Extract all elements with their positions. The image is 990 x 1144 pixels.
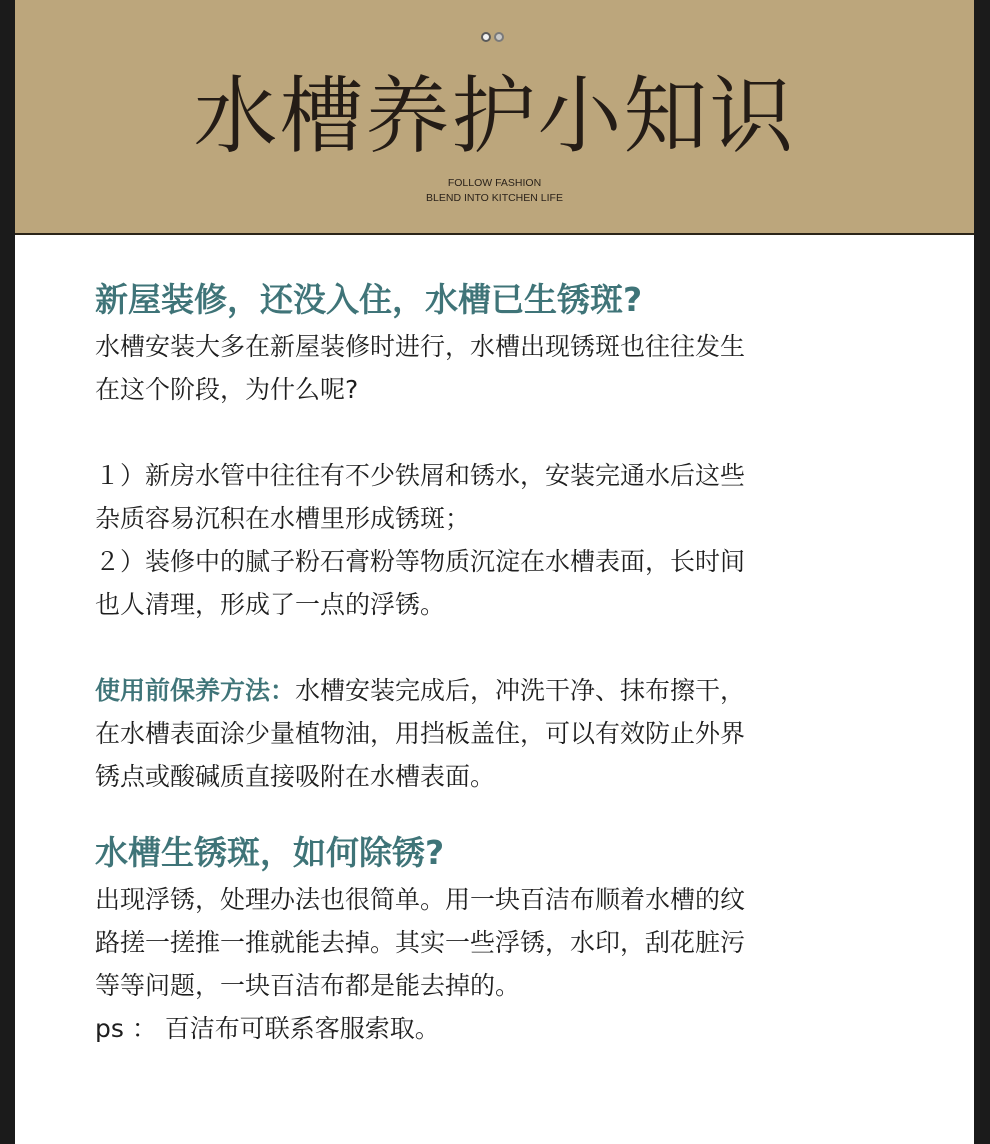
section1-intro-line2: 在这个阶段，为什么呢? [95,375,359,404]
ps-note: ps ： 百洁布可联系客服索取。 [95,1014,440,1043]
method-line1 [95,669,895,712]
reason2-line1: ２）装修中的腻子粉石膏粉等物质沉淀在水槽表面，长时间 [95,547,746,576]
section2-heading: 水槽生锈斑，如何除锈? [95,833,445,872]
method-label: 使用前保养方法： [95,676,296,705]
section2-line2: 路搓一搓推一推就能去掉。其实一些浮锈，水印，刮花脏污 [95,928,746,957]
article-body [95,275,895,1050]
section1-intro-line1: 水槽安装大多在新屋装修时进行，水槽出现锈斑也往往发生 [95,332,746,361]
reason2-line2: 也人清理，形成了一点的浮锈。 [95,590,446,619]
reason1-line2: 杂质容易沉积在水槽里形成锈斑； [95,504,471,533]
carousel-indicator [481,32,504,42]
method-text: 水槽安装完成后，冲洗干净、抹布擦干， [295,676,746,705]
section2-line1: 出现浮锈，处理办法也很简单。用一块百洁布顺着水槽的纹 [95,885,746,914]
spacer [95,626,895,669]
spacer [95,411,895,454]
header-banner [15,0,974,235]
spacer [95,798,895,828]
carousel-dot-2[interactable] [494,32,504,42]
method-line3: 锈点或酸碱质直接吸附在水槽表面。 [95,762,496,791]
section2-line3: 等等问题，一块百洁布都是能去掉的。 [95,971,521,1000]
section1-heading: 新屋装修，还没入住，水槽已生锈斑? [95,280,643,319]
banner-subtitle-line1: FOLLOW FASHION [447,177,542,189]
page-frame [15,0,974,1144]
method-line2: 在水槽表面涂少量植物油，用挡板盖住，可以有效防止外界 [95,719,746,748]
carousel-dot-1[interactable] [481,32,491,42]
reason1-line1: １）新房水管中往往有不少铁屑和锈水，安装完通水后这些 [95,461,746,490]
banner-title: 水槽养护小知识 [193,67,796,165]
banner-subtitle-line2: BLEND INTO KITCHEN LIFE [426,192,563,204]
